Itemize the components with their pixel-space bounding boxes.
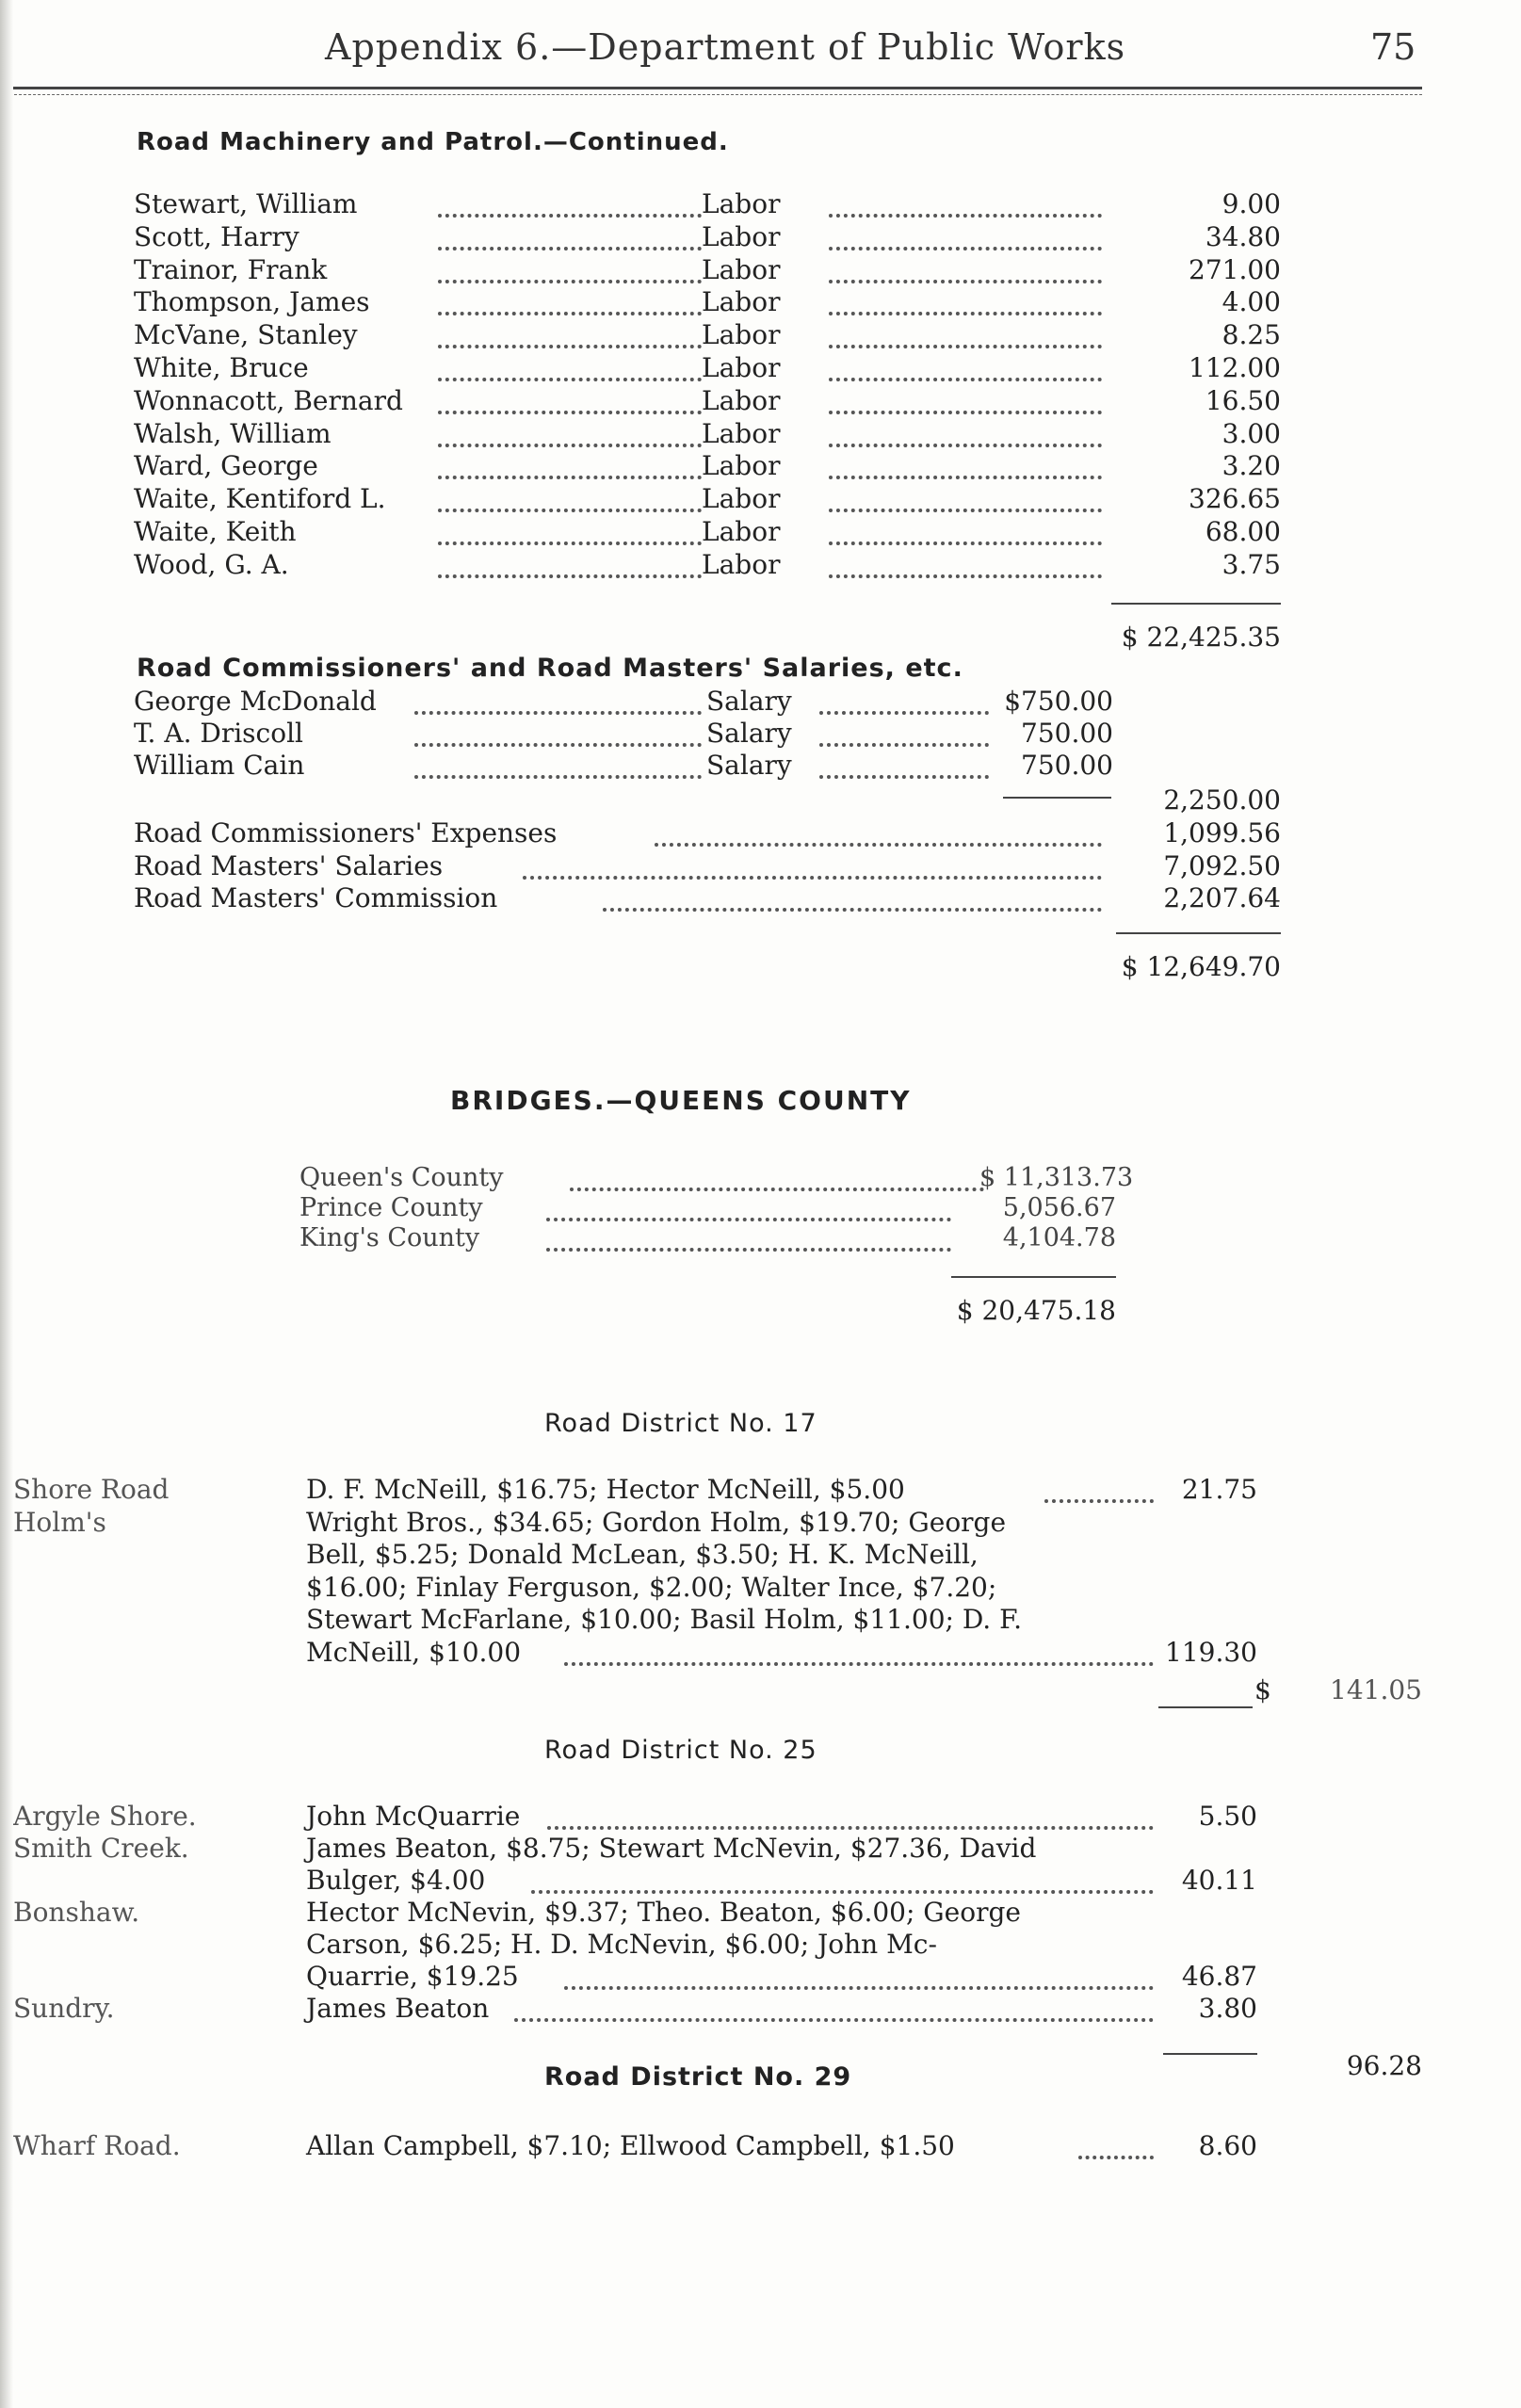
- labor-type: Labor: [702, 188, 781, 219]
- expense-amount: 7,092.50: [1163, 849, 1281, 881]
- leader-dots: [531, 1890, 1154, 1894]
- district-17-dollar: $: [1254, 1674, 1271, 1705]
- leader-dots: [829, 247, 1102, 250]
- county-amount: 4,104.78: [1002, 1223, 1116, 1252]
- leader-dots: [829, 509, 1102, 512]
- labor-amount: 9.00: [1222, 188, 1281, 219]
- leader-dots: [414, 775, 702, 779]
- leader-dots: [546, 1218, 951, 1221]
- salary-name: William Cain: [134, 750, 305, 781]
- labor-type: Labor: [702, 483, 781, 515]
- leader-dots: [438, 312, 702, 315]
- entry-line: Bulger, $4.00: [306, 1865, 486, 1896]
- entry-amount: 3.80: [1198, 1993, 1257, 2024]
- leader-dots: [438, 345, 702, 348]
- district-17-rule: [1158, 1706, 1253, 1708]
- section-heading-district-25: Road District No. 25: [544, 1736, 817, 1765]
- leader-dots: [547, 1826, 1154, 1830]
- labor-amount: 326.65: [1189, 483, 1281, 515]
- leader-dots: [414, 743, 702, 747]
- leader-dots: [829, 476, 1102, 479]
- labor-amount: 34.80: [1205, 220, 1281, 252]
- labor-name: Waite, Keith: [134, 516, 297, 547]
- county-name: Queen's County: [299, 1163, 504, 1192]
- county-name: King's County: [299, 1223, 480, 1252]
- labor-type: Labor: [702, 319, 781, 351]
- district-17-total: 141.05: [1330, 1674, 1422, 1705]
- leader-dots: [829, 280, 1102, 283]
- leader-dots: [1044, 1499, 1154, 1503]
- leader-dots: [546, 1248, 951, 1252]
- leader-dots: [829, 574, 1102, 578]
- expense-amount: 2,207.64: [1163, 882, 1281, 913]
- leader-dots: [438, 444, 702, 447]
- labor-name: McVane, Stanley: [134, 319, 358, 351]
- district-25-rule: [1163, 2053, 1257, 2055]
- leader-dots: [829, 411, 1102, 414]
- commissioners-total: $ 12,649.70: [1121, 951, 1281, 982]
- place-name: Bonshaw.: [13, 1897, 140, 1928]
- running-title: Appendix 6.—Department of Public Works: [325, 26, 1126, 68]
- labor-name: White, Bruce: [134, 352, 309, 383]
- place-name: Shore Road: [13, 1474, 170, 1505]
- labor-amount: 271.00: [1189, 253, 1281, 285]
- leader-dots: [564, 1662, 1154, 1666]
- leader-dots: [829, 541, 1102, 545]
- entry-amount: 21.75: [1181, 1474, 1257, 1505]
- leader-dots: [819, 743, 989, 747]
- place-name: Sundry.: [13, 1993, 115, 2024]
- labor-amount: 3.00: [1222, 417, 1281, 449]
- entry-line: Allan Campbell, $7.10; Ellwood Campbell, $1.50: [306, 2130, 955, 2161]
- labor-name: Stewart, William: [134, 188, 358, 219]
- expense-label: Road Commissioners' Expenses: [134, 817, 558, 848]
- district-25-total: 96.28: [1346, 2050, 1422, 2081]
- entry-amount: 119.30: [1165, 1636, 1257, 1668]
- leader-dots: [655, 843, 1102, 847]
- salary-type: Salary: [706, 718, 792, 749]
- leader-dots: [523, 876, 1102, 880]
- entry-amount: 8.60: [1198, 2130, 1257, 2161]
- place-name: Smith Creek.: [13, 1833, 189, 1864]
- bridges-total-rule: [951, 1276, 1116, 1278]
- leader-dots: [829, 214, 1102, 218]
- entry-line: Carson, $6.25; H. D. McNevin, $6.00; John Mc-: [306, 1929, 937, 1960]
- leader-dots: [829, 444, 1102, 447]
- leader-dots: [438, 509, 702, 512]
- entry-amount: 46.87: [1181, 1961, 1257, 1992]
- labor-name: Ward, George: [134, 450, 318, 482]
- salary-amount: $750.00: [1004, 686, 1113, 717]
- leader-dots: [819, 775, 989, 779]
- labor-amount: 112.00: [1189, 352, 1281, 383]
- expense-label: Road Masters' Commission: [134, 882, 498, 913]
- section-heading-district-29: Road District No. 29: [544, 2062, 852, 2092]
- section-heading-district-17: Road District No. 17: [544, 1409, 817, 1438]
- labor-amount: 3.75: [1222, 548, 1281, 580]
- labor-type: Labor: [702, 384, 781, 416]
- leader-dots: [829, 345, 1102, 348]
- entry-line: John McQuarrie: [306, 1801, 521, 1832]
- county-name: Prince County: [299, 1193, 483, 1222]
- labor-type: Labor: [702, 548, 781, 580]
- county-amount: $ 11,313.73: [979, 1163, 1134, 1192]
- labor-amount: 4.00: [1222, 286, 1281, 318]
- entry-line: D. F. McNeill, $16.75; Hector McNeill, $5.00: [306, 1474, 905, 1505]
- labor-type: Labor: [702, 286, 781, 318]
- place-name: Holm's: [13, 1506, 106, 1538]
- salary-type: Salary: [706, 750, 792, 781]
- leader-dots: [414, 711, 702, 715]
- leader-dots: [438, 214, 702, 218]
- entry-line: Bell, $5.25; Donald McLean, $3.50; H. K. McNeill,: [306, 1539, 979, 1570]
- commissioners-total-rule: [1116, 932, 1281, 934]
- labor-type: Labor: [702, 220, 781, 252]
- entry-line: James Beaton, $8.75; Stewart McNevin, $27.36, David: [306, 1833, 1037, 1864]
- labor-type: Labor: [702, 352, 781, 383]
- leader-dots: [438, 476, 702, 479]
- labor-name: Scott, Harry: [134, 220, 299, 252]
- leader-dots: [514, 2018, 1154, 2022]
- labor-name: Wood, G. A.: [134, 548, 289, 580]
- salary-amount: 750.00: [1021, 718, 1113, 749]
- header-rule-2: [0, 94, 1422, 95]
- salary-name: T. A. Driscoll: [134, 718, 303, 749]
- leader-dots: [438, 411, 702, 414]
- section-heading-road-machinery: Road Machinery and Patrol.—Continued.: [137, 128, 729, 156]
- labor-amount: 3.20: [1222, 450, 1281, 482]
- leader-dots: [829, 312, 1102, 315]
- bridges-total: $ 20,475.18: [956, 1295, 1116, 1326]
- labor-name: Walsh, William: [134, 417, 332, 449]
- labor-amount: 8.25: [1222, 319, 1281, 351]
- salary-name: George McDonald: [134, 686, 377, 717]
- labor-amount: 68.00: [1205, 516, 1281, 547]
- leader-dots: [564, 1986, 1154, 1990]
- expense-amount: 1,099.56: [1163, 817, 1281, 848]
- leader-dots: [438, 378, 702, 381]
- entry-line: James Beaton: [306, 1993, 490, 2024]
- entry-line: Quarrie, $19.25: [306, 1961, 519, 1992]
- labor-name: Wonnacott, Bernard: [134, 384, 403, 416]
- labor-type: Labor: [702, 253, 781, 285]
- labor-type: Labor: [702, 417, 781, 449]
- labor-type: Labor: [702, 516, 781, 547]
- leader-dots: [438, 541, 702, 545]
- leader-dots: [603, 908, 1102, 912]
- salary-type: Salary: [706, 686, 792, 717]
- leader-dots: [570, 1188, 984, 1191]
- entry-line: $16.00; Finlay Ferguson, $2.00; Walter Ince, $7.20;: [306, 1571, 997, 1603]
- leader-dots: [438, 247, 702, 250]
- leader-dots: [819, 711, 989, 715]
- section-heading-commissioners: Road Commissioners' and Road Masters' Salaries, etc.: [137, 654, 963, 683]
- labor-name: Thompson, James: [134, 286, 370, 318]
- county-amount: 5,056.67: [1002, 1193, 1116, 1222]
- entry-amount: 40.11: [1181, 1865, 1257, 1896]
- labor-name: Waite, Kentiford L.: [134, 483, 386, 515]
- binding-shadow: [0, 0, 13, 2408]
- entry-line: McNeill, $10.00: [306, 1636, 522, 1668]
- page-number: 75: [1370, 26, 1416, 68]
- leader-dots: [438, 574, 702, 578]
- entry-amount: 5.50: [1198, 1801, 1257, 1832]
- leader-dots: [438, 280, 702, 283]
- section-heading-bridges: BRIDGES.—QUEENS COUNTY: [450, 1085, 912, 1116]
- leader-dots: [829, 378, 1102, 381]
- labor-name: Trainor, Frank: [134, 253, 328, 285]
- entry-line: Wright Bros., $34.65; Gordon Holm, $19.70; George: [306, 1506, 1007, 1538]
- labor-amount: 16.50: [1205, 384, 1281, 416]
- road-machinery-total: $ 22,425.35: [1121, 622, 1281, 653]
- entry-line: Stewart McFarlane, $10.00; Basil Holm, $11.00; D. F.: [306, 1604, 1023, 1635]
- header-rule: [0, 87, 1422, 89]
- place-name: Argyle Shore.: [13, 1801, 197, 1832]
- commissioners-subtotal: 2,250.00: [1163, 784, 1281, 816]
- expense-label: Road Masters' Salaries: [134, 849, 444, 881]
- entry-line: Hector McNevin, $9.37; Theo. Beaton, $6.00; George: [306, 1897, 1021, 1928]
- road-machinery-total-rule: [1111, 603, 1281, 605]
- salary-amount: 750.00: [1021, 750, 1113, 781]
- place-name: Wharf Road.: [13, 2130, 181, 2161]
- labor-type: Labor: [702, 450, 781, 482]
